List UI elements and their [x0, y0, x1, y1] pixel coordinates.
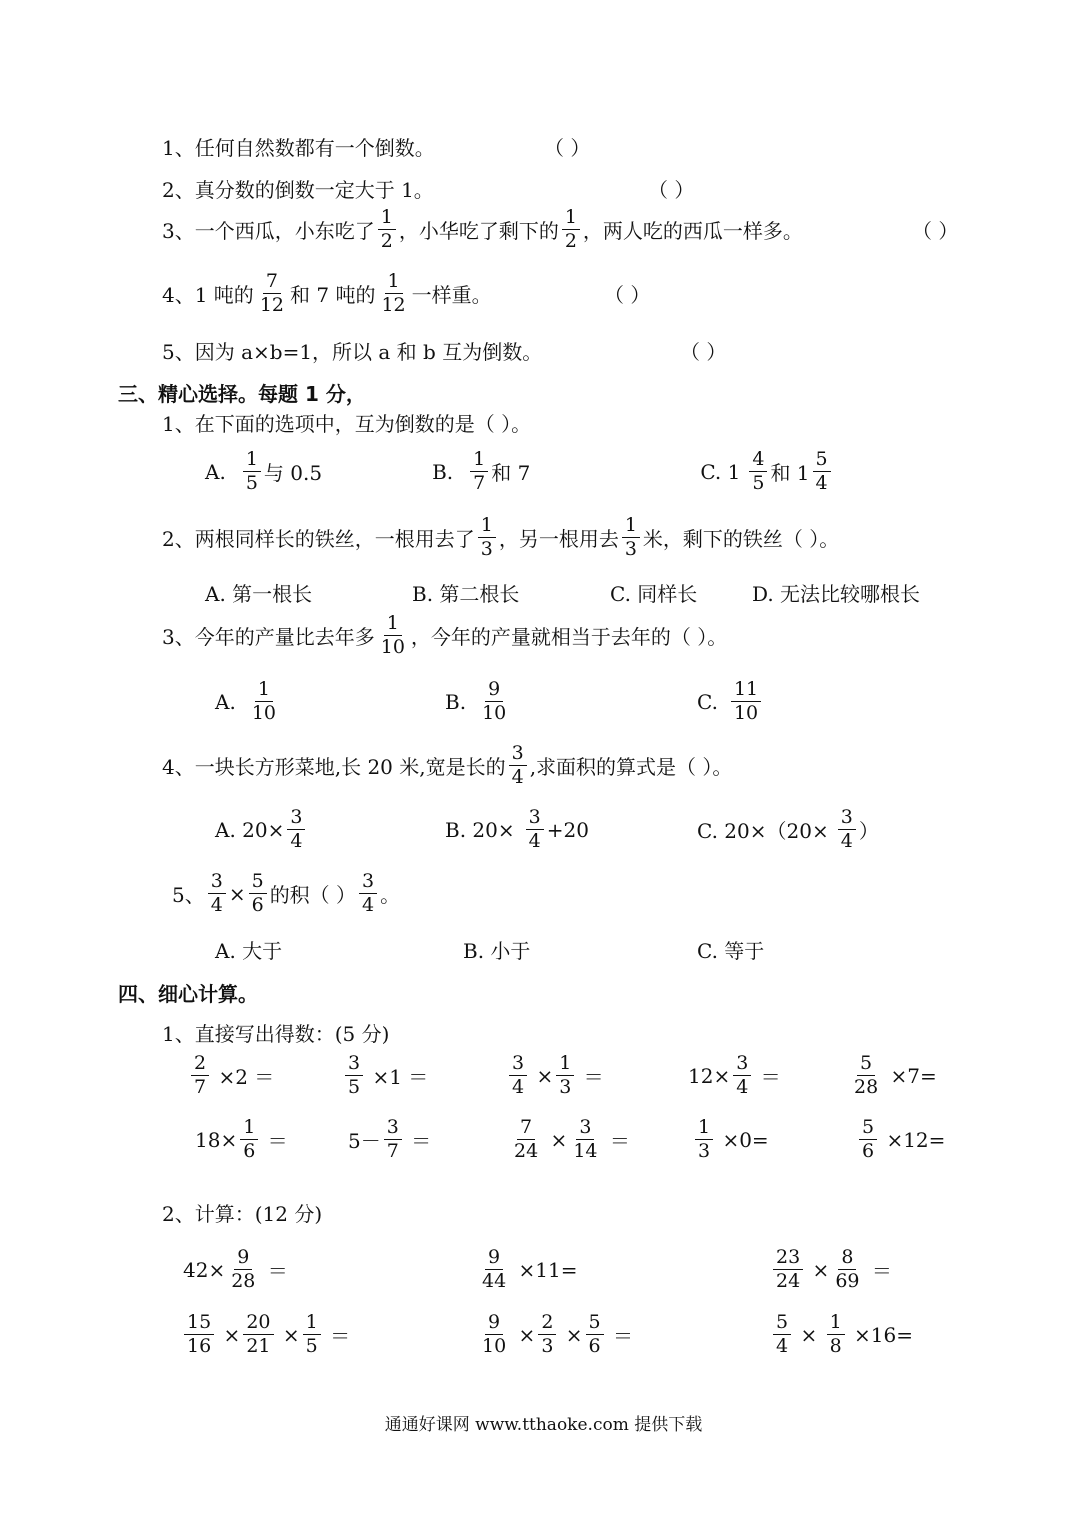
- fraction: 3 4: [838, 808, 856, 851]
- choice-q1: 1、在下面的选项中，互为倒数的是（ ）。: [162, 412, 532, 436]
- calc-expr: 1 3 ×0=: [692, 1118, 769, 1161]
- fraction: 3 4: [359, 872, 377, 915]
- choice-q4-option-b: B. 20× 3 4 +20: [445, 806, 589, 852]
- fraction: 11 10: [731, 680, 761, 723]
- answer-paren: （ ）: [604, 283, 651, 307]
- choice-q2-option-a: A. 第一根长: [205, 582, 313, 606]
- fraction: 1 2: [562, 208, 580, 251]
- calc-expr: 5－ 3 7 ＝: [348, 1116, 432, 1162]
- choice-q3: 3、今年的产量比去年多 1 10 ，今年的产量就相当于去年的（ ）。: [162, 612, 728, 658]
- section-3-title: 三、精心选择。每题 1 分，: [118, 382, 366, 406]
- fraction: 4 5: [749, 450, 767, 493]
- fraction: $\frac{3}{4}$: [287, 808, 305, 851]
- choice-q2-option-c: C. 同样长: [610, 582, 698, 606]
- choice-q3-option-a: A. 1 10: [215, 680, 282, 723]
- choice-q4-option-c: C. 20×（20× 3 4 ）: [697, 806, 879, 852]
- judge-item-4: 4、1 吨的 7 12 和 7 吨的 1 12 一样重。 （ ）: [162, 270, 651, 316]
- fraction: 5 4: [813, 450, 831, 493]
- calc-expr: 42× 9 28 ＝: [183, 1246, 288, 1292]
- choice-q2-option-b: B. 第二根长: [412, 582, 520, 606]
- choice-q3-option-b: B. 9 10: [445, 680, 512, 723]
- fraction: $\frac{3}{4}$: [208, 872, 226, 915]
- fraction: $\frac{5}{6}$: [249, 872, 267, 915]
- choice-q4-option-a: A. 20× $\frac{3}{4}$: [215, 808, 308, 851]
- choice-q5: 5、 $\frac{3}{4}$ × $\frac{5}{6}$ 的积（ ） 3 4 。: [172, 870, 401, 916]
- answer-paren: （ ）: [648, 178, 695, 202]
- section-4-title: 四、细心计算。: [118, 982, 258, 1006]
- fraction: 1 3: [622, 516, 640, 559]
- judge-item-3: 3、一个西瓜，小东吃了 1 2 ，小华吃了剩下的 1 2 ，两人吃的西瓜一样多。 （ ）: [162, 206, 959, 252]
- calc-q2-title: 2、计算：(12 分): [162, 1202, 323, 1226]
- choice-q1-options: A. 1 5 与 0.5 B. 1 7 和 7 C. 1 4 5 和 1 5 4: [205, 450, 834, 493]
- fraction: 1 5: [243, 450, 261, 493]
- calc-expr: 9 44 ×11=: [482, 1246, 578, 1292]
- judge-item-5: 5、因为 a×b=1，所以 a 和 b 互为倒数。 （ ）: [162, 336, 542, 365]
- fraction: 1 12: [381, 270, 406, 316]
- calc-expr: 5 28 ×7=: [854, 1052, 937, 1098]
- fraction: 1 7: [470, 450, 488, 493]
- choice-q5-option-b: B. 小于: [463, 939, 531, 963]
- calc-expr: 5 6 ×12=: [856, 1118, 945, 1161]
- fraction: 3 4: [509, 744, 527, 787]
- fraction: 9 10: [482, 678, 507, 724]
- answer-paren: （ ）: [680, 340, 727, 364]
- choice-q2: 2、两根同样长的铁丝，一根用去了 1 3 ，另一根用去 1 3 米，剩下的铁丝（ ）。: [162, 514, 840, 560]
- judge-item-2: 2、真分数的倒数一定大于 1。 （ ）: [162, 174, 434, 203]
- choice-q3-option-c: C. 11 10: [697, 680, 764, 723]
- calc-expr: 3 4 × 1 3 ＝: [506, 1054, 604, 1097]
- choice-q5-option-c: C. 等于: [697, 939, 765, 963]
- judge-item-1: 1、任何自然数都有一个倒数。 （ ）: [162, 132, 435, 161]
- calc-expr: 3 5 ×1 ＝: [342, 1054, 428, 1097]
- calc-expr: 12× 3 4 ＝: [688, 1052, 781, 1098]
- calc-expr: 23 24 × 8 69 ＝: [770, 1248, 892, 1291]
- calc-expr: 7 24 × 3 14 ＝: [514, 1116, 630, 1162]
- calc-expr: 2 7 ×2 ＝: [188, 1054, 274, 1097]
- calc-expr: 9 10 × 2 3 × 5 6 ＝: [482, 1311, 633, 1357]
- answer-paren: （ ）: [544, 136, 591, 160]
- choice-q5-option-a: A. 大于: [215, 939, 283, 963]
- fraction: 7 12: [259, 270, 284, 316]
- choice-q4: 4、一块长方形菜地,长 20 米,宽是长的 3 4 ,求面积的算式是（ ）。: [162, 742, 733, 788]
- fraction: 1 3: [478, 516, 496, 559]
- fraction: 1 10: [380, 612, 405, 658]
- calc-expr: 5 4 × 1 8 ×16=: [770, 1313, 913, 1356]
- calc-expr: 15 16 × 20 21 × 1 5 ＝: [181, 1313, 350, 1356]
- fraction: 1 2: [378, 208, 396, 251]
- choice-q2-option-d: D. 无法比较哪根长: [752, 582, 921, 606]
- fraction: 1 10: [251, 678, 276, 724]
- calc-expr: 18× 1 6 ＝: [195, 1116, 288, 1162]
- page-footer: 通通好课网 www.tthaoke.com 提供下载: [384, 1415, 703, 1435]
- calc-q1-title: 1、直接写出得数：(5 分): [162, 1022, 390, 1046]
- fraction: 3 4: [526, 808, 544, 851]
- answer-paren: （ ）: [912, 219, 959, 243]
